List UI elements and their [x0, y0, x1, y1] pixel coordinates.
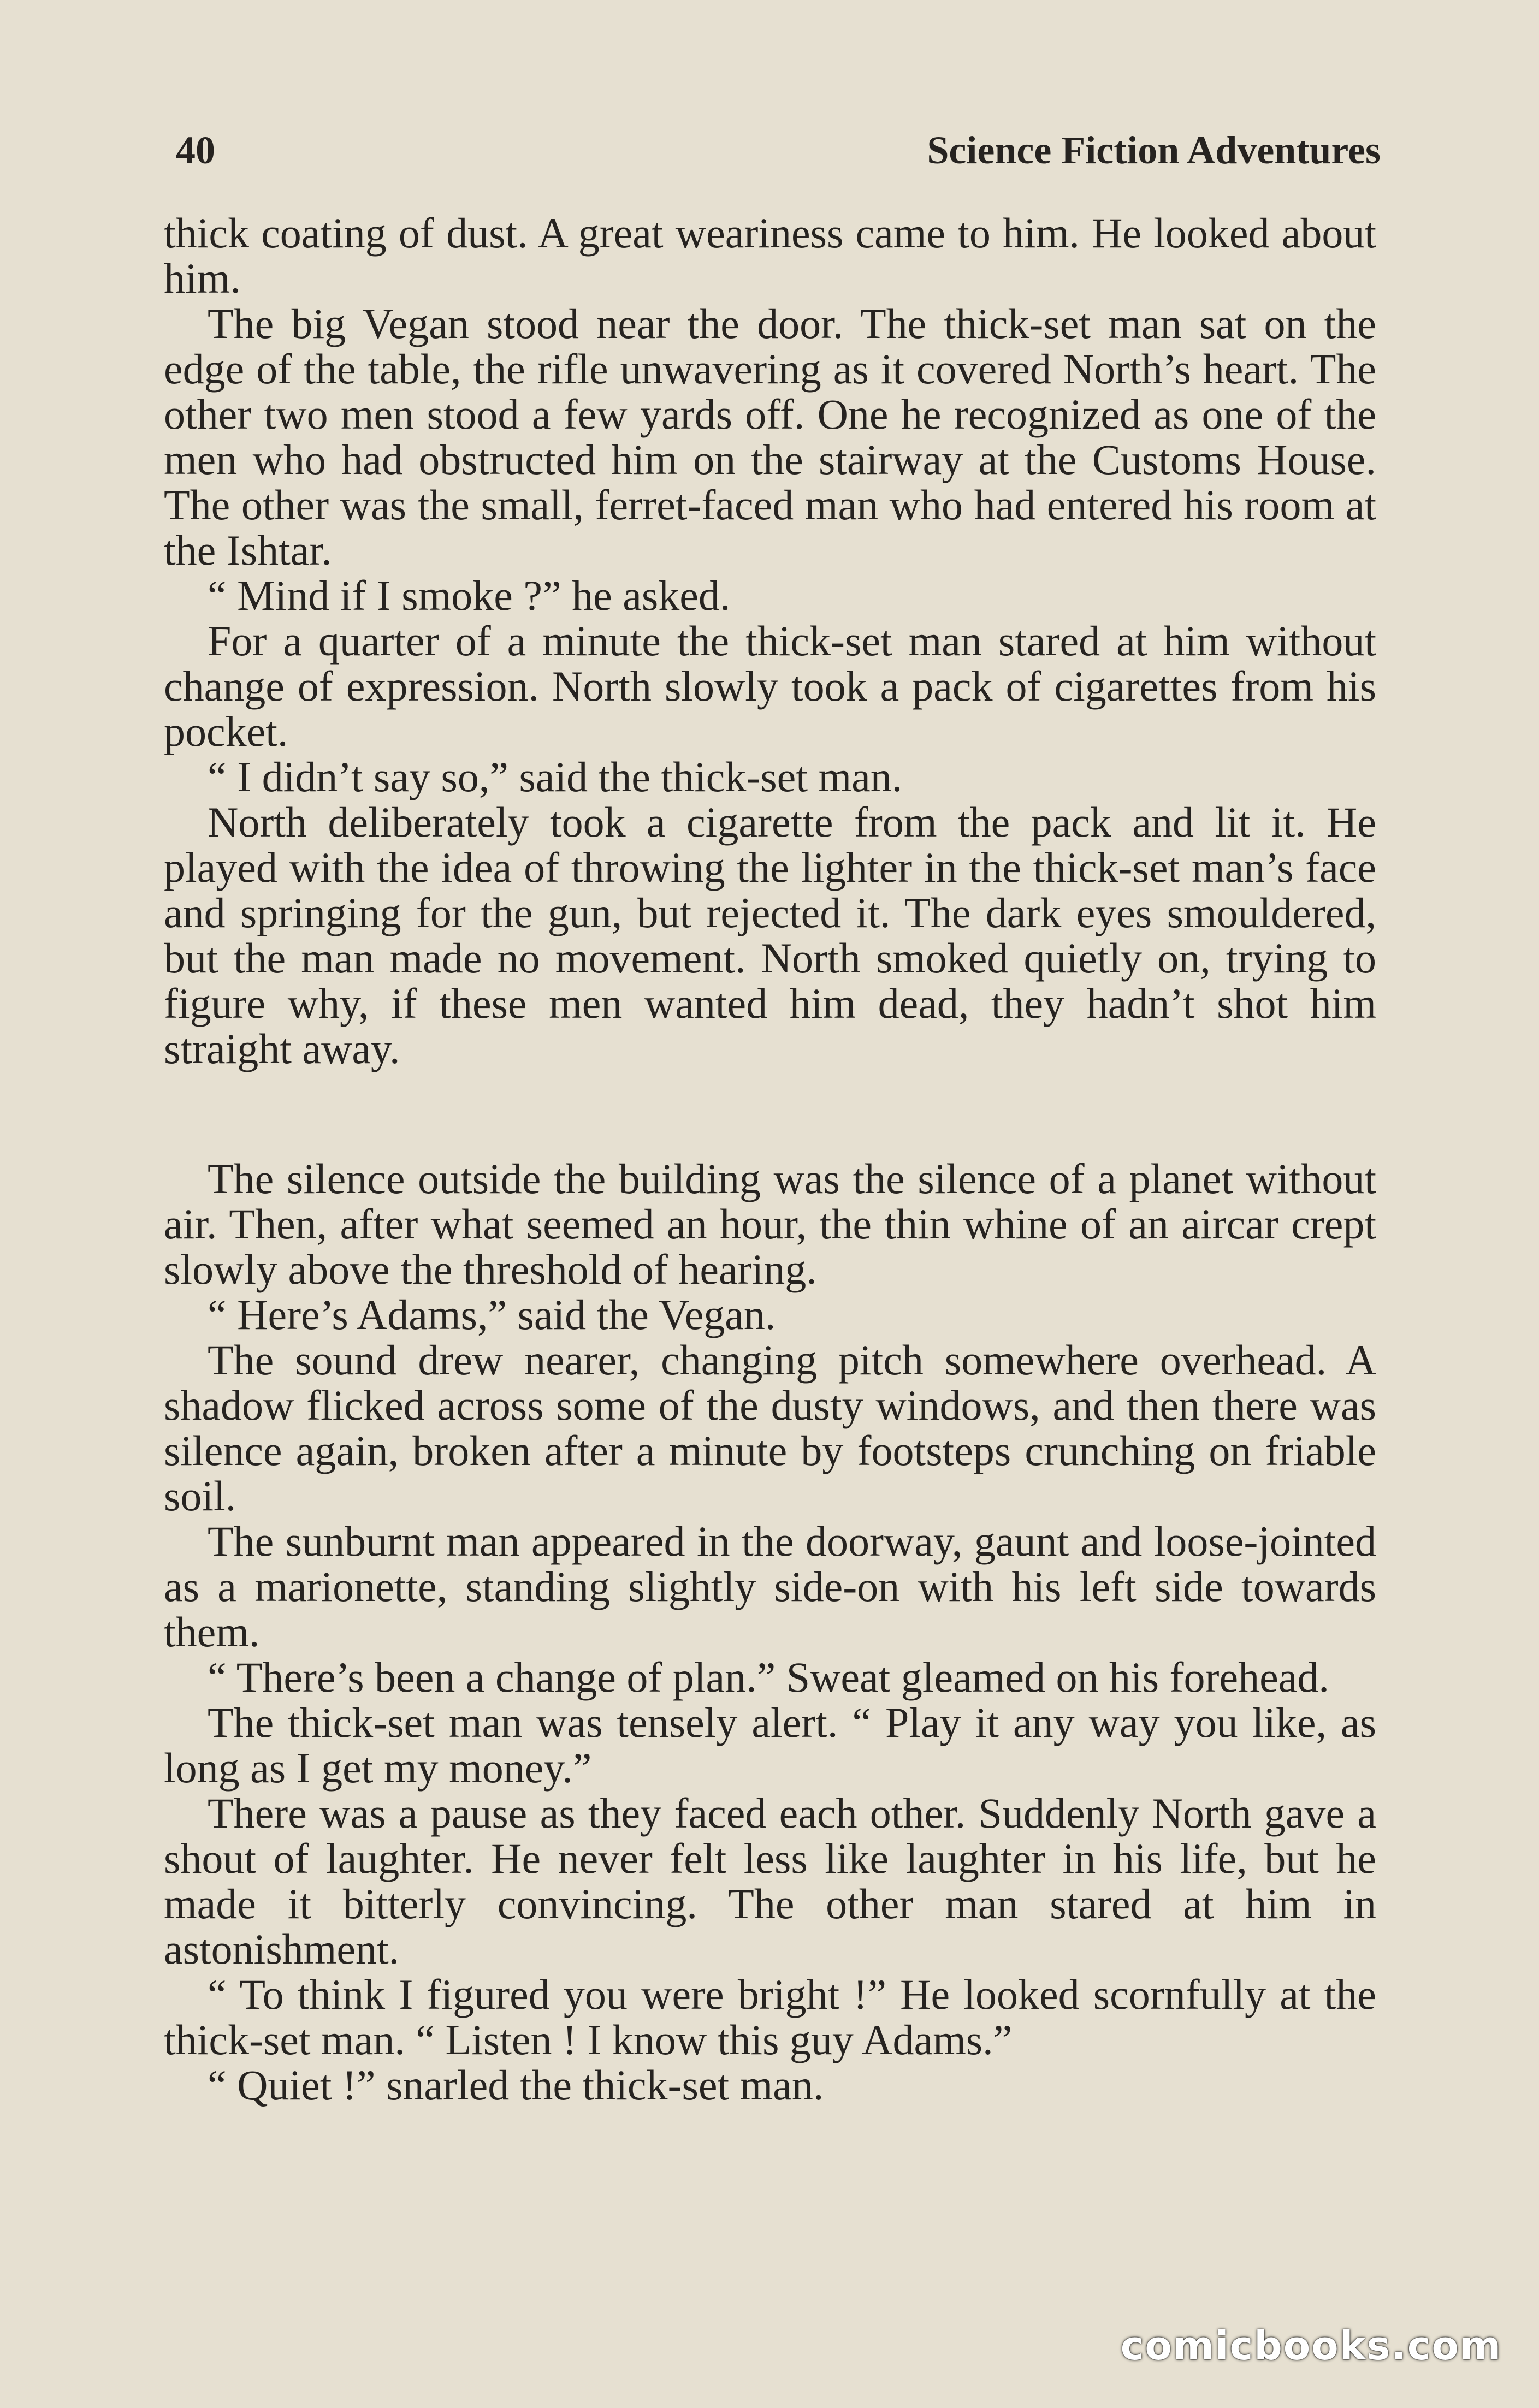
- paragraph: The sound drew nearer, changing pitch somewhere overhead. A shadow flicked across some of the dusty windows, and then there was silence again, broken after a minute by footsteps crunching on friable soil.: [164, 1336, 1376, 1520]
- paragraph: “ To think I figured you were bright !” He looked scornfully at the thick-set man. “ Listen ! I know this guy Adams.”: [164, 1971, 1376, 2063]
- page-header: [176, 120, 1381, 180]
- paragraph: “ Quiet !” snarled the thick-set man.: [208, 2061, 824, 2109]
- paragraph: “ There’s been a change of plan.” Sweat gleamed on his forehead.: [208, 1653, 1329, 1701]
- watermark-logo: comicbooks.com: [1120, 2323, 1502, 2369]
- paragraph: For a quarter of a minute the thick-set man stared at him without change of expression. North slowly took a pack of cigarettes from his pocket.: [164, 617, 1376, 755]
- paragraph: North deliberately took a cigarette from the pack and lit it. He played with the idea of throwing the lighter in the thick-set man’s face and springing for the gun, but rejected it. The dark eyes smouldered, but the man made no movement. North smoked quietly on, trying to figure why, if these men wanted him dead, they hadn’t shot him straight away.: [164, 798, 1376, 1072]
- page-number: 40: [176, 128, 215, 172]
- paragraph: There was a pause as they faced each other. Suddenly North gave a shout of laughter. He never felt less like laughter in his life, but he made it bitterly convincing. The other man stared at him in astonishment.: [164, 1789, 1376, 1973]
- paragraph: thick coating of dust. A great weariness came to him. He looked about him.: [164, 209, 1376, 302]
- paragraph: “ I didn’t say so,” said the thick-set man.: [208, 753, 903, 800]
- body-text: [164, 210, 1376, 2108]
- paragraph: The silence outside the building was the silence of a planet without air. Then, after what seemed an hour, the thin whine of an aircar crept slowly above the threshold of hearing.: [164, 1155, 1376, 1293]
- paragraph: “ Mind if I smoke ?” he asked.: [208, 572, 731, 619]
- paragraph: The thick-set man was tensely alert. “ Play it any way you like, as long as I get my money.”: [164, 1699, 1376, 1792]
- section-break: [164, 1071, 1376, 1156]
- paragraph: “ Here’s Adams,” said the Vegan.: [208, 1291, 776, 1338]
- running-title: Science Fiction Adventures: [927, 128, 1381, 172]
- paragraph: The sunburnt man appeared in the doorway, gaunt and loose-jointed as a marionette, standing slightly side-on with his left side towards them.: [164, 1517, 1376, 1656]
- paragraph: The big Vegan stood near the door. The thick-set man sat on the edge of the table, the rifle unwavering as it covered North’s heart. The other two men stood a few yards off. One he recognized as one of the men who had obstructed him on the stairway at the Customs House. The other was the small, ferret-faced man who had entered his room at the Ishtar.: [164, 300, 1376, 574]
